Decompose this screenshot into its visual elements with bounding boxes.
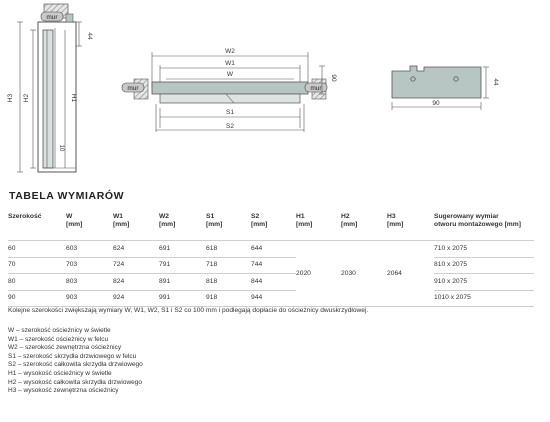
dim-90-side-label: 90 (330, 74, 337, 82)
legend-item: S1 – szerokość skrzydła drzwiowego w felcu (8, 352, 137, 360)
table-row (8, 290, 534, 307)
cell-h1: 2020 (296, 241, 341, 307)
cell-s2: 744 (251, 257, 296, 274)
cell-otwor: 710 x 2075 (434, 241, 534, 258)
legend-item: H3 – wysokość zewnętrzna ościeżnicy (8, 387, 119, 395)
cell-w: 803 (66, 274, 113, 291)
table-title: TABELA WYMIARÓW (9, 190, 125, 202)
cell-w1: 824 (113, 274, 159, 291)
mur-label: mur (46, 14, 58, 21)
technical-drawings (0, 0, 550, 182)
cell-w: 703 (66, 257, 113, 274)
front-elevation-drawing (7, 4, 93, 172)
cell-otwor: 910 x 2075 (434, 274, 534, 291)
cell-szerokosc: 70 (8, 257, 66, 274)
cell-h2: 2030 (341, 241, 387, 307)
frame-profile (392, 66, 481, 98)
legend-item: S2 – szerokość całkowita skrzydła drzwiowego (8, 361, 143, 369)
s2-label: S2 (226, 123, 234, 130)
table-header-row (8, 213, 534, 241)
cell-szerokosc: 60 (8, 241, 66, 258)
cell-s2: 844 (251, 274, 296, 291)
dim-44-label: 44 (86, 32, 93, 40)
table-row (8, 274, 534, 291)
table-note: Kolejne szerokości zwiększają wymiary W, W1, W2, S1 i S2 co 100 mm i podlegają dopłacie do ościeżnicy dwuskrzydłowej. (8, 307, 369, 314)
cell-w1: 724 (113, 257, 159, 274)
cell-w1: 624 (113, 241, 159, 258)
cell-szerokosc: 90 (8, 290, 66, 307)
header-h2: H2 [mm] (341, 213, 358, 228)
cell-s2: 944 (251, 290, 296, 307)
mur-label-right: mur (310, 85, 322, 92)
header-h1: H1 [mm] (296, 213, 313, 228)
cell-s1: 818 (206, 274, 251, 291)
header-s2: S2 [mm] (251, 213, 268, 228)
door-leaf (43, 30, 53, 168)
s1-label: S1 (226, 109, 234, 116)
frame-section (152, 82, 308, 94)
cell-w: 903 (66, 290, 113, 307)
h1-label: H1 (70, 93, 77, 103)
h2-label: H2 (23, 93, 30, 103)
header-otwor: Sugerowany wymiar otworu montażowego [mm] (434, 213, 521, 228)
cell-w2: 691 (159, 241, 206, 258)
w1-label: W1 (225, 60, 235, 67)
w2-label: W2 (225, 48, 235, 55)
cell-otwor: 1010 x 2075 (434, 290, 534, 307)
cell-w1: 924 (113, 290, 159, 307)
cell-w: 603 (66, 241, 113, 258)
mur-label-left: mur (127, 85, 139, 92)
cell-w2: 791 (159, 257, 206, 274)
header-szerokosc: Szerokość (8, 213, 42, 220)
header-s1: S1 [mm] (206, 213, 223, 228)
dimensions-table (8, 213, 534, 307)
w-label: W (226, 71, 234, 78)
profile-dim-44-label: 44 (492, 78, 499, 86)
cell-szerokosc: 80 (8, 274, 66, 291)
table-row (8, 257, 534, 274)
profile-dim-90-label: 90 (432, 100, 440, 107)
h3-label: H3 (7, 93, 14, 103)
cell-h3: 2064 (387, 241, 434, 307)
horizontal-section-drawing (122, 48, 337, 132)
dim-10-label: 10 (58, 144, 64, 152)
cell-s1: 918 (206, 290, 251, 307)
cell-w2: 991 (159, 290, 206, 307)
legend-item: H2 – wysokość całkowita skrzydła drzwiowego (8, 378, 143, 386)
cell-s2: 644 (251, 241, 296, 258)
legend-item: W – szerokość ościeżnicy w świetle (8, 327, 111, 334)
cell-s1: 718 (206, 257, 251, 274)
profile-section-drawing (392, 66, 499, 110)
legend-item: W1 – szerokość ościeżnicy w felcu (8, 335, 109, 343)
header-w1: W1 [mm] (113, 213, 130, 228)
table-row (8, 241, 534, 258)
legend-item: W2 – szerokość zewnętrzna ościeżnicy (8, 344, 122, 352)
header-h3: H3 [mm] (387, 213, 404, 228)
header-w: W [mm] (66, 213, 83, 228)
cell-s1: 618 (206, 241, 251, 258)
cell-otwor: 810 x 2075 (434, 257, 534, 274)
legend (8, 327, 143, 396)
legend-item: H1 – wysokość ościeżnicy w świetle (8, 369, 112, 377)
header-w2: W2 [mm] (159, 213, 176, 228)
cell-w2: 891 (159, 274, 206, 291)
